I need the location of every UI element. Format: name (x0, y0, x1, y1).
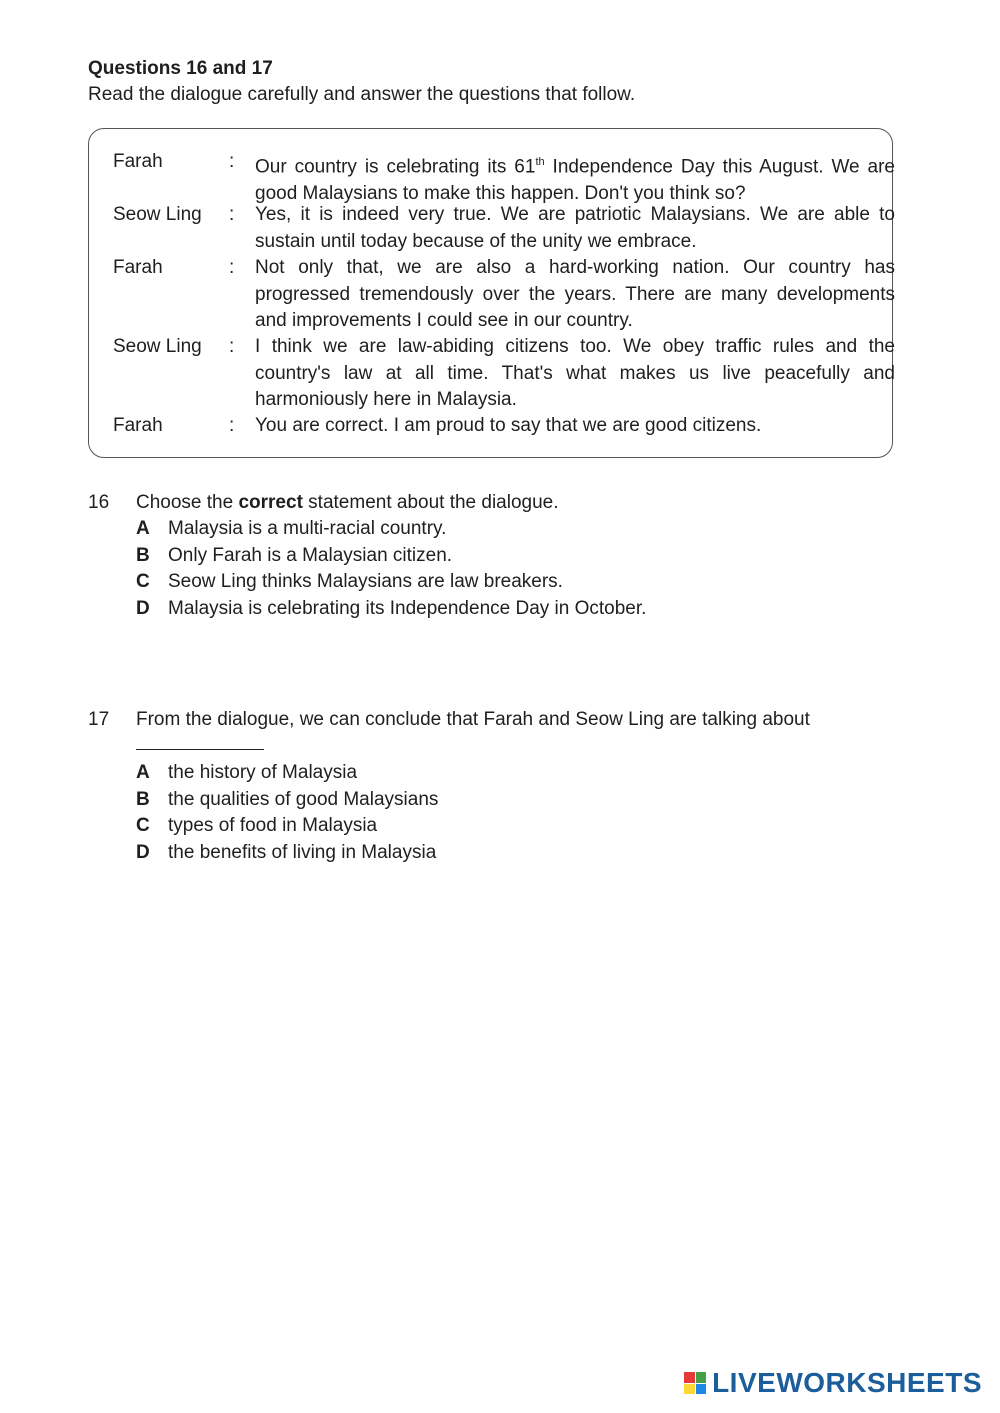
option-text: the history of Malaysia (168, 762, 358, 783)
option-text: Seow Ling thinks Malaysians are law breakers. (168, 571, 563, 592)
speaker-colon: : (229, 204, 235, 225)
option-text: Malaysia is celebrating its Independence Day in October. (168, 597, 647, 619)
speaker-name: Farah (113, 151, 163, 172)
speaker-name: Farah (113, 257, 163, 278)
question-prompt: Choose the correct statement about the dialogue. (136, 492, 559, 513)
option-d[interactable] (136, 598, 856, 625)
option-text: types of food in Malaysia (168, 815, 378, 836)
option-letter: B (136, 788, 150, 810)
option-a[interactable] (136, 762, 856, 789)
speech-text: You are correct. I am proud to say that we are good citizens. (255, 415, 762, 436)
ordinal-superscript: th (535, 156, 545, 168)
question-prompt: From the dialogue, we can conclude that Farah and Seow Ling are talking about (136, 709, 810, 730)
option-letter: D (136, 841, 150, 863)
emphasis-word: correct (238, 492, 303, 513)
option-letter: D (136, 597, 150, 619)
option-text: Malaysia is a multi-racial country. (168, 518, 447, 539)
option-text: the benefits of living in Malaysia (168, 841, 437, 863)
option-text: Only Farah is a Malaysian citizen. (168, 544, 453, 566)
speaker-name: Seow Ling (113, 204, 202, 225)
speaker-colon: : (229, 336, 235, 357)
option-a[interactable] (136, 518, 856, 545)
speech-text: Our country is celebrating its 61th Independence Day this August. We are good Malaysians to make this happen. Don't you think so? (255, 156, 895, 204)
speaker-colon: : (229, 151, 235, 172)
option-letter: A (136, 762, 150, 783)
option-letter: C (136, 571, 150, 592)
option-letter: B (136, 544, 150, 566)
question-number: 17 (88, 709, 110, 730)
option-c[interactable] (136, 815, 856, 842)
answer-blank (136, 749, 264, 750)
option-d[interactable] (136, 842, 856, 869)
option-text: the qualities of good Malaysians (168, 788, 439, 810)
option-list (136, 762, 856, 868)
option-letter: C (136, 815, 150, 836)
question-number: 16 (88, 492, 110, 513)
section-title: Questions 16 and 17 (88, 58, 273, 79)
option-c[interactable] (136, 571, 856, 598)
option-b[interactable] (136, 789, 856, 816)
instruction-text: Read the dialogue carefully and answer the questions that follow. (88, 84, 636, 105)
option-b[interactable] (136, 545, 856, 572)
speaker-name: Farah (113, 415, 163, 436)
speaker-name: Seow Ling (113, 336, 202, 357)
speech-text: Yes, it is indeed very true. We are patriotic Malaysians. We are able to sustain until today because of the unity we embrace. (255, 204, 895, 252)
dialogue-box (88, 128, 893, 458)
speech-text: I think we are law-abiding citizens too. We obey traffic rules and the country's law at all time. That's what makes us live peacefully and harmoniously here in Malaysia. (255, 336, 895, 410)
option-list (136, 518, 856, 624)
liveworksheets-logo (684, 1367, 982, 1399)
speaker-colon: : (229, 415, 235, 436)
speaker-colon: : (229, 257, 235, 278)
speech-text: Not only that, we are also a hard-working nation. Our country has progressed tremendously over the years. There are many developments and improvements I could see in our country. (255, 257, 895, 331)
logo-mark-icon (684, 1372, 706, 1394)
option-letter: A (136, 518, 150, 539)
brand-name: LIVEWORKSHEETS (712, 1367, 982, 1398)
